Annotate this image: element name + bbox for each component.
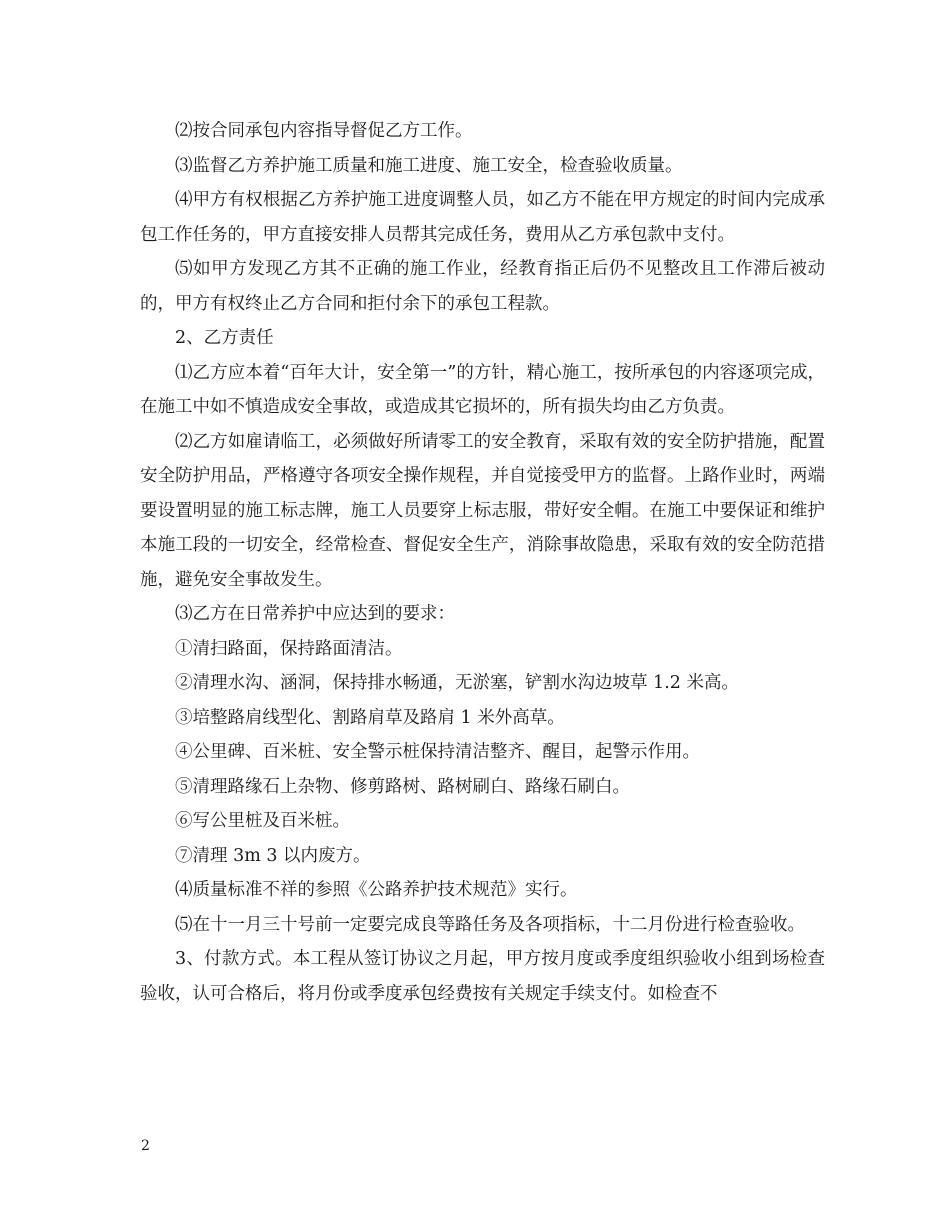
list-item-7: ⑦清理 3m 3 以内废方。 [175,845,371,866]
list-item-5: ⑤清理路缘石上杂物、修剪路树、路树刷白、路缘石刷白。 [175,776,630,797]
document-body [140,114,825,1011]
paragraph-2: ⑶监督乙方养护施工质量和施工进度、施工安全，检查验收质量。 [175,155,683,176]
list-item-1: ①清扫路面，保持路面清洁。 [175,638,403,659]
list-item-4: ④公里碑、百米桩、安全警示桩保持清洁整齐、醒目，起警示作用。 [175,742,700,762]
paragraph-8: ⑶乙方在日常养护中应达到的要求： [175,604,455,624]
paragraph-4: ⑸如甲方发现乙方其不正确的施工作业，经教育指正后仍不见整改且工作滞后被动的，甲方有权终止乙方合同和拒付余下的承包工程款。 [140,259,825,314]
section-heading-party-b-responsibility: 2、乙方责任 [175,328,274,348]
page-number: 2 [141,1138,150,1154]
paragraph-16: ⑷质量标准不祥的参照《公路养护技术规范》实行。 [175,880,578,900]
paragraph-7: ⑵乙方如雇请临工，必须做好所请零工的安全教育，采取有效的安全防护措施，配置安全防护用品，严格遵守各项安全操作规程，并自觉接受甲方的监督。上路作业时，两端要设置明显的施工标志牌，施工人员要穿上标志服，带好安全帽。在施工中要保证和维护本施工段的一切安全，经常检查、督促安全生产，消除事故隐患，采取有效的安全防范措施，避免安全事故发生。 [140,431,825,590]
paragraph-3: ⑷甲方有权根据乙方养护施工进度调整人员，如乙方不能在甲方规定的时间内完成承包工作任务的，甲方直接安排人员帮其完成任务，费用从乙方承包款中支付。 [140,190,825,245]
list-item-3: ③培整路肩线型化、割路肩草及路肩 1 米外高草。 [175,707,565,728]
paragraph-1: ⑵按合同承包内容指导督促乙方工作。 [175,121,473,141]
paragraph-17: ⑸在十一月三十号前一定要完成良等路任务及各项指标，十二月份进行检查验收。 [175,914,805,935]
list-item-2: ②清理水沟、涵洞，保持排水畅通，无淤塞，铲割水沟边坡草 1.2 米高。 [175,673,739,693]
section-heading-payment-method: 3、付款方式。本工程从签订协议之月起，甲方按月度或季度组织验收小组到场检查验收，认可合格后，将月份或季度承包经费按有关规定手续支付。如检查不 [140,949,825,1004]
paragraph-6: ⑴乙方应本着“百年大计，安全第一”的方针，精心施工，按所承包的内容逐项完成，在施工中如不慎造成安全事故，或造成其它损坏的，所有损失均由乙方负责。 [140,362,825,417]
list-item-6: ⑥写公里桩及百米桩。 [175,811,350,831]
